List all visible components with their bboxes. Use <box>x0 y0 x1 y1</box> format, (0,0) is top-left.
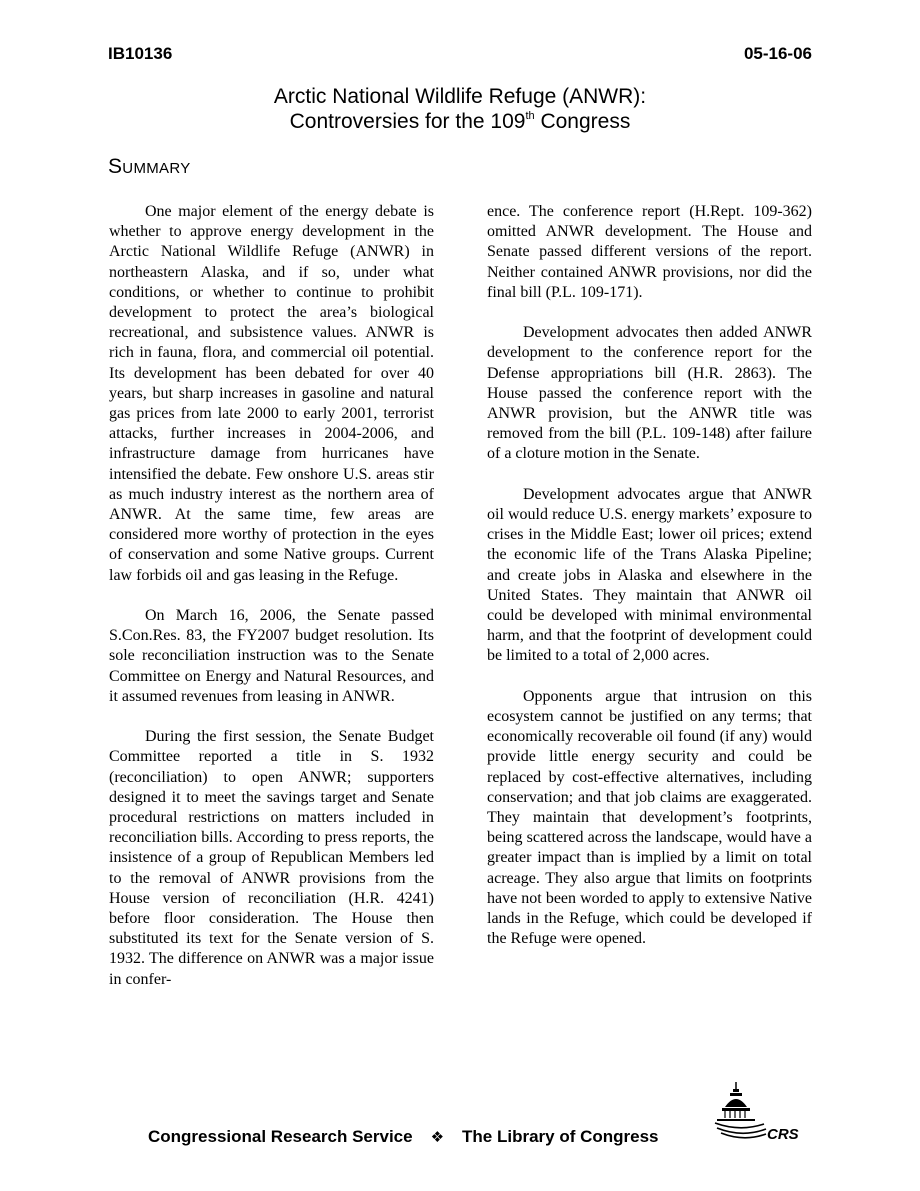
title-line-1: Arctic National Wildlife Refuge (ANWR): <box>273 85 647 108</box>
title-line-2 <box>108 109 812 134</box>
paragraph: On March 16, 2006, the Senate passed S.Con.Res. 83, the FY2007 budget resolution. Its sole reconciliation instruction was to the Senate Committee on Energy and Natural Resources, and it assumed revenues from leasing in ANWR. <box>109 607 434 705</box>
title-line-2-end: Congress <box>534 110 631 133</box>
summary-heading: Summary <box>108 155 191 178</box>
footer <box>148 1126 659 1149</box>
footer-library: The Library of Congress <box>462 1127 659 1146</box>
footer-org: Congressional Research Service <box>148 1127 413 1146</box>
paragraph: Opponents argue that intrusion on this ecosystem cannot be justified on any terms; that economically recoverable oil found (if any) would provide little energy security and could be replaced by cost-effective alternatives, including conservation; and that job claims are exaggerated. They maintain that development’s footprints, being scattered across the landscape, would have a greater impact than is implied by a limit on total acreage. They also argue that limits on footprints have not been worded to apply to extensive Native lands in the Refuge, which could be developed if the Refuge were opened. <box>487 687 812 948</box>
report-date: 05-16-06 <box>743 44 812 63</box>
right-column <box>487 202 812 970</box>
paragraph: Development advocates argue that ANWR oil would reduce U.S. energy markets’ exposure to crises in the Middle East; lower oil prices; extend the economic life of the Trans Alaska Pipeline; and create jobs in Alaska and elsewhere in the United States. They maintain that ANWR oil could be developed with minimal environmental harm, and that the footprint of development could be limited to a total of 2,000 acres. <box>487 485 812 665</box>
paragraph: During the first session, the Senate Budget Committee reported a title in S. 1932 (reconciliation) to open ANWR; supporters designed it to meet the savings target and Senate procedural restrictions on matters included in reconciliation bills. According to press reports, the insistence of a group of Republican Members led to the removal of ANWR provisions from the House version of reconciliation (H.R. 4241) before floor consideration. The House then substituted its text for the Senate version of S. 1932. The difference on ANWR was a major issue in confer- <box>109 728 434 988</box>
title-ordinal-suffix: th <box>525 110 535 122</box>
document-title <box>108 84 812 134</box>
title-line-2-main: Controversies for the 109 <box>289 110 526 133</box>
left-column <box>109 202 434 1010</box>
report-id: IB10136 <box>108 44 173 63</box>
paragraph-continued: ence. The conference report (H.Rept. 109-362) omitted ANWR development. The House and Senate passed different versions of the report. Neither contained ANWR provisions, nor did the final bill (P.L. 109-171). <box>487 203 812 301</box>
paragraph: One major element of the energy debate is whether to approve energy development in the Arctic National Wildlife Refuge (ANWR) in northeastern Alaska, and if so, under what conditions, or whether to continue to prohibit development to protect the area’s biological recreational, and subsistence values. ANWR is rich in fauna, flora, and commercial oil potential. Its development has been debated for over 40 years, but sharp increases in gasoline and natural gas prices from late 2000 to early 2001, terrorist attacks, further increases in 2004-2006, and infrastructure damage from hurricanes have intensified the debate. Few onshore U.S. areas stir as much industry interest as the northern area of ANWR. At the same time, few areas are considered more worthy of protection in the eyes of conservation and some Native groups. Current law forbids oil and gas leasing in the Refuge. <box>109 203 434 584</box>
paragraph: Development advocates then added ANWR development to the conference report for the Defense appropriations bill (H.R. 2863). The House passed the conference report with the ANWR provision, but the ANWR title was removed from the bill (P.L. 109-148) after failure of a cloture motion in the Senate. <box>487 324 812 463</box>
crs-logo-text: CRS <box>767 1126 799 1143</box>
diamond-separator-icon: ❖ <box>430 1129 445 1146</box>
